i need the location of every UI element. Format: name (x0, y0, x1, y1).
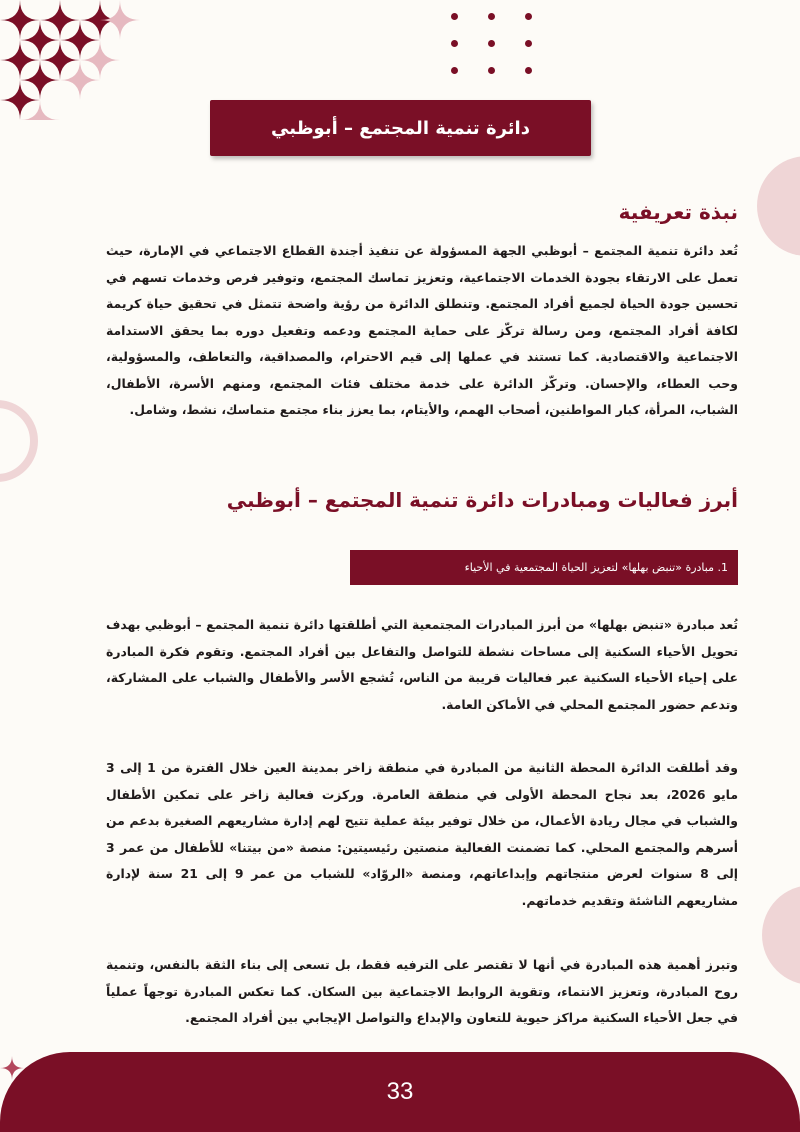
dot (525, 67, 532, 74)
dot (488, 13, 495, 20)
initiative-subheading: 1. مبادرة «تنبض بهلها» لتعزيز الحياة المجتمعية في الأحياء (464, 561, 728, 574)
header-title-box (210, 100, 591, 156)
dot (451, 67, 458, 74)
header-title: دائرة تنمية المجتمع – أبوظبي (271, 117, 530, 139)
dot (525, 40, 532, 47)
dot (525, 13, 532, 20)
page-number: 33 (386, 1078, 414, 1105)
events-paragraph-2: وقد أطلقت الدائرة المحطة الثانية من المبادرة في منطقة زاخر بمدينة العين خلال الفترة من 1 إلى 3 مايو 2026، بعد نجاح المحطة الأولى في منطقة العامرة. وركزت فعالية زاخر على تمكين الأطفال والشباب في مجال ريادة الأعمال، من خلال توفير بيئة عملية تتيح لهم إدارة مشاريعهم الصغيرة بدعم من أسرهم والمجتمع المحلي. كما تضمنت الفعالية منصتين رئيسيتين: منصة «من بيتنا» للأطفال من عمر 3 إلى 8 سنوات لعرض منتجاتهم وإبداعاتهم، ومنصة «الروّاد» للشباب من عمر 9 إلى 21 سنة لإدارة مشاريعهم الناشئة وتقديم خدماتهم. (106, 760, 739, 908)
dot (488, 40, 495, 47)
initiative-subheading-box (350, 550, 738, 585)
events-heading: أبرز فعاليات ومبادرات دائرة تنمية المجتمع – أبوظبي (226, 488, 738, 512)
decorative-circle-right (757, 156, 800, 256)
intro-paragraph: تُعد دائرة تنمية المجتمع – أبوظبي الجهة المسؤولة عن تنفيذ أجندة القطاع الاجتماعي في الإمارة، حيث تعمل على الارتقاء بجودة الخدمات الاجتماعية، وتعزيز تماسك المجتمع، وتوفير فرص وخدمات تسهم في تحسين جودة الحياة لجميع أفراد المجتمع. وتنطلق الدائرة من رؤية واضحة تتمثل في تحقيق حياة كريمة لكافة أفراد المجتمع، ومن رسالة تركّز على حماية المجتمع ودعمه وتفعيل دوره بما يحقق الاستدامة الاجتماعية والاقتصادية. كما تستند في عملها إلى قيم الاحترام، والمصداقية، والتعاطف، والمسؤولية، وحب العطاء، والإحسان. وتركّز الدائرة على خدمة مختلف فئات المجتمع، ومنهم الأسرة، الأطفال، الشباب، المرأة، كبار المواطنين، أصحاب الهمم، والأيتام، بما يعزز بناء مجتمع متماسك، نشط، وشامل. (106, 243, 738, 417)
decorative-ring-left (0, 400, 38, 482)
footer-leaf-decoration (0, 1056, 24, 1086)
dot (451, 13, 458, 20)
dot (488, 67, 495, 74)
corner-pattern-decoration (0, 0, 140, 120)
dot (451, 40, 458, 47)
dot-grid-decoration (442, 6, 534, 76)
footer-band (0, 1052, 800, 1132)
decorative-circle-right-bottom (762, 885, 800, 985)
events-paragraph-1: تُعد مبادرة «تنبض بهلها» من أبرز المبادرات المجتمعية التي أطلقتها دائرة تنمية المجتمع – أبوظبي بهدف تحويل الأحياء السكنية إلى مساحات نشطة للتواصل والتفاعل بين أفراد المجتمع. وتقوم فكرة المبادرة على إحياء الأحياء السكنية عبر فعاليات قريبة من الناس، تُشجع الأسر والأطفال والشباب على المشاركة، وتدعم حضور المجتمع المحلي في الأماكن العامة. (106, 617, 738, 712)
events-paragraph-3: وتبرز أهمية هذه المبادرة في أنها لا تقتصر على الترفيه فقط، بل تسعى إلى بناء الثقة بالنفس، وتنمية روح المبادرة، وتعزيز الانتماء، وتقوية الروابط الاجتماعية بين السكان. كما تعكس المبادرة توجهاً عملياً في جعل الأحياء السكنية مراكز حيوية للتعاون والإبداع والتواصل الإيجابي بين أفراد المجتمع. (106, 957, 738, 1025)
intro-heading: نبذة تعريفية (618, 200, 738, 224)
